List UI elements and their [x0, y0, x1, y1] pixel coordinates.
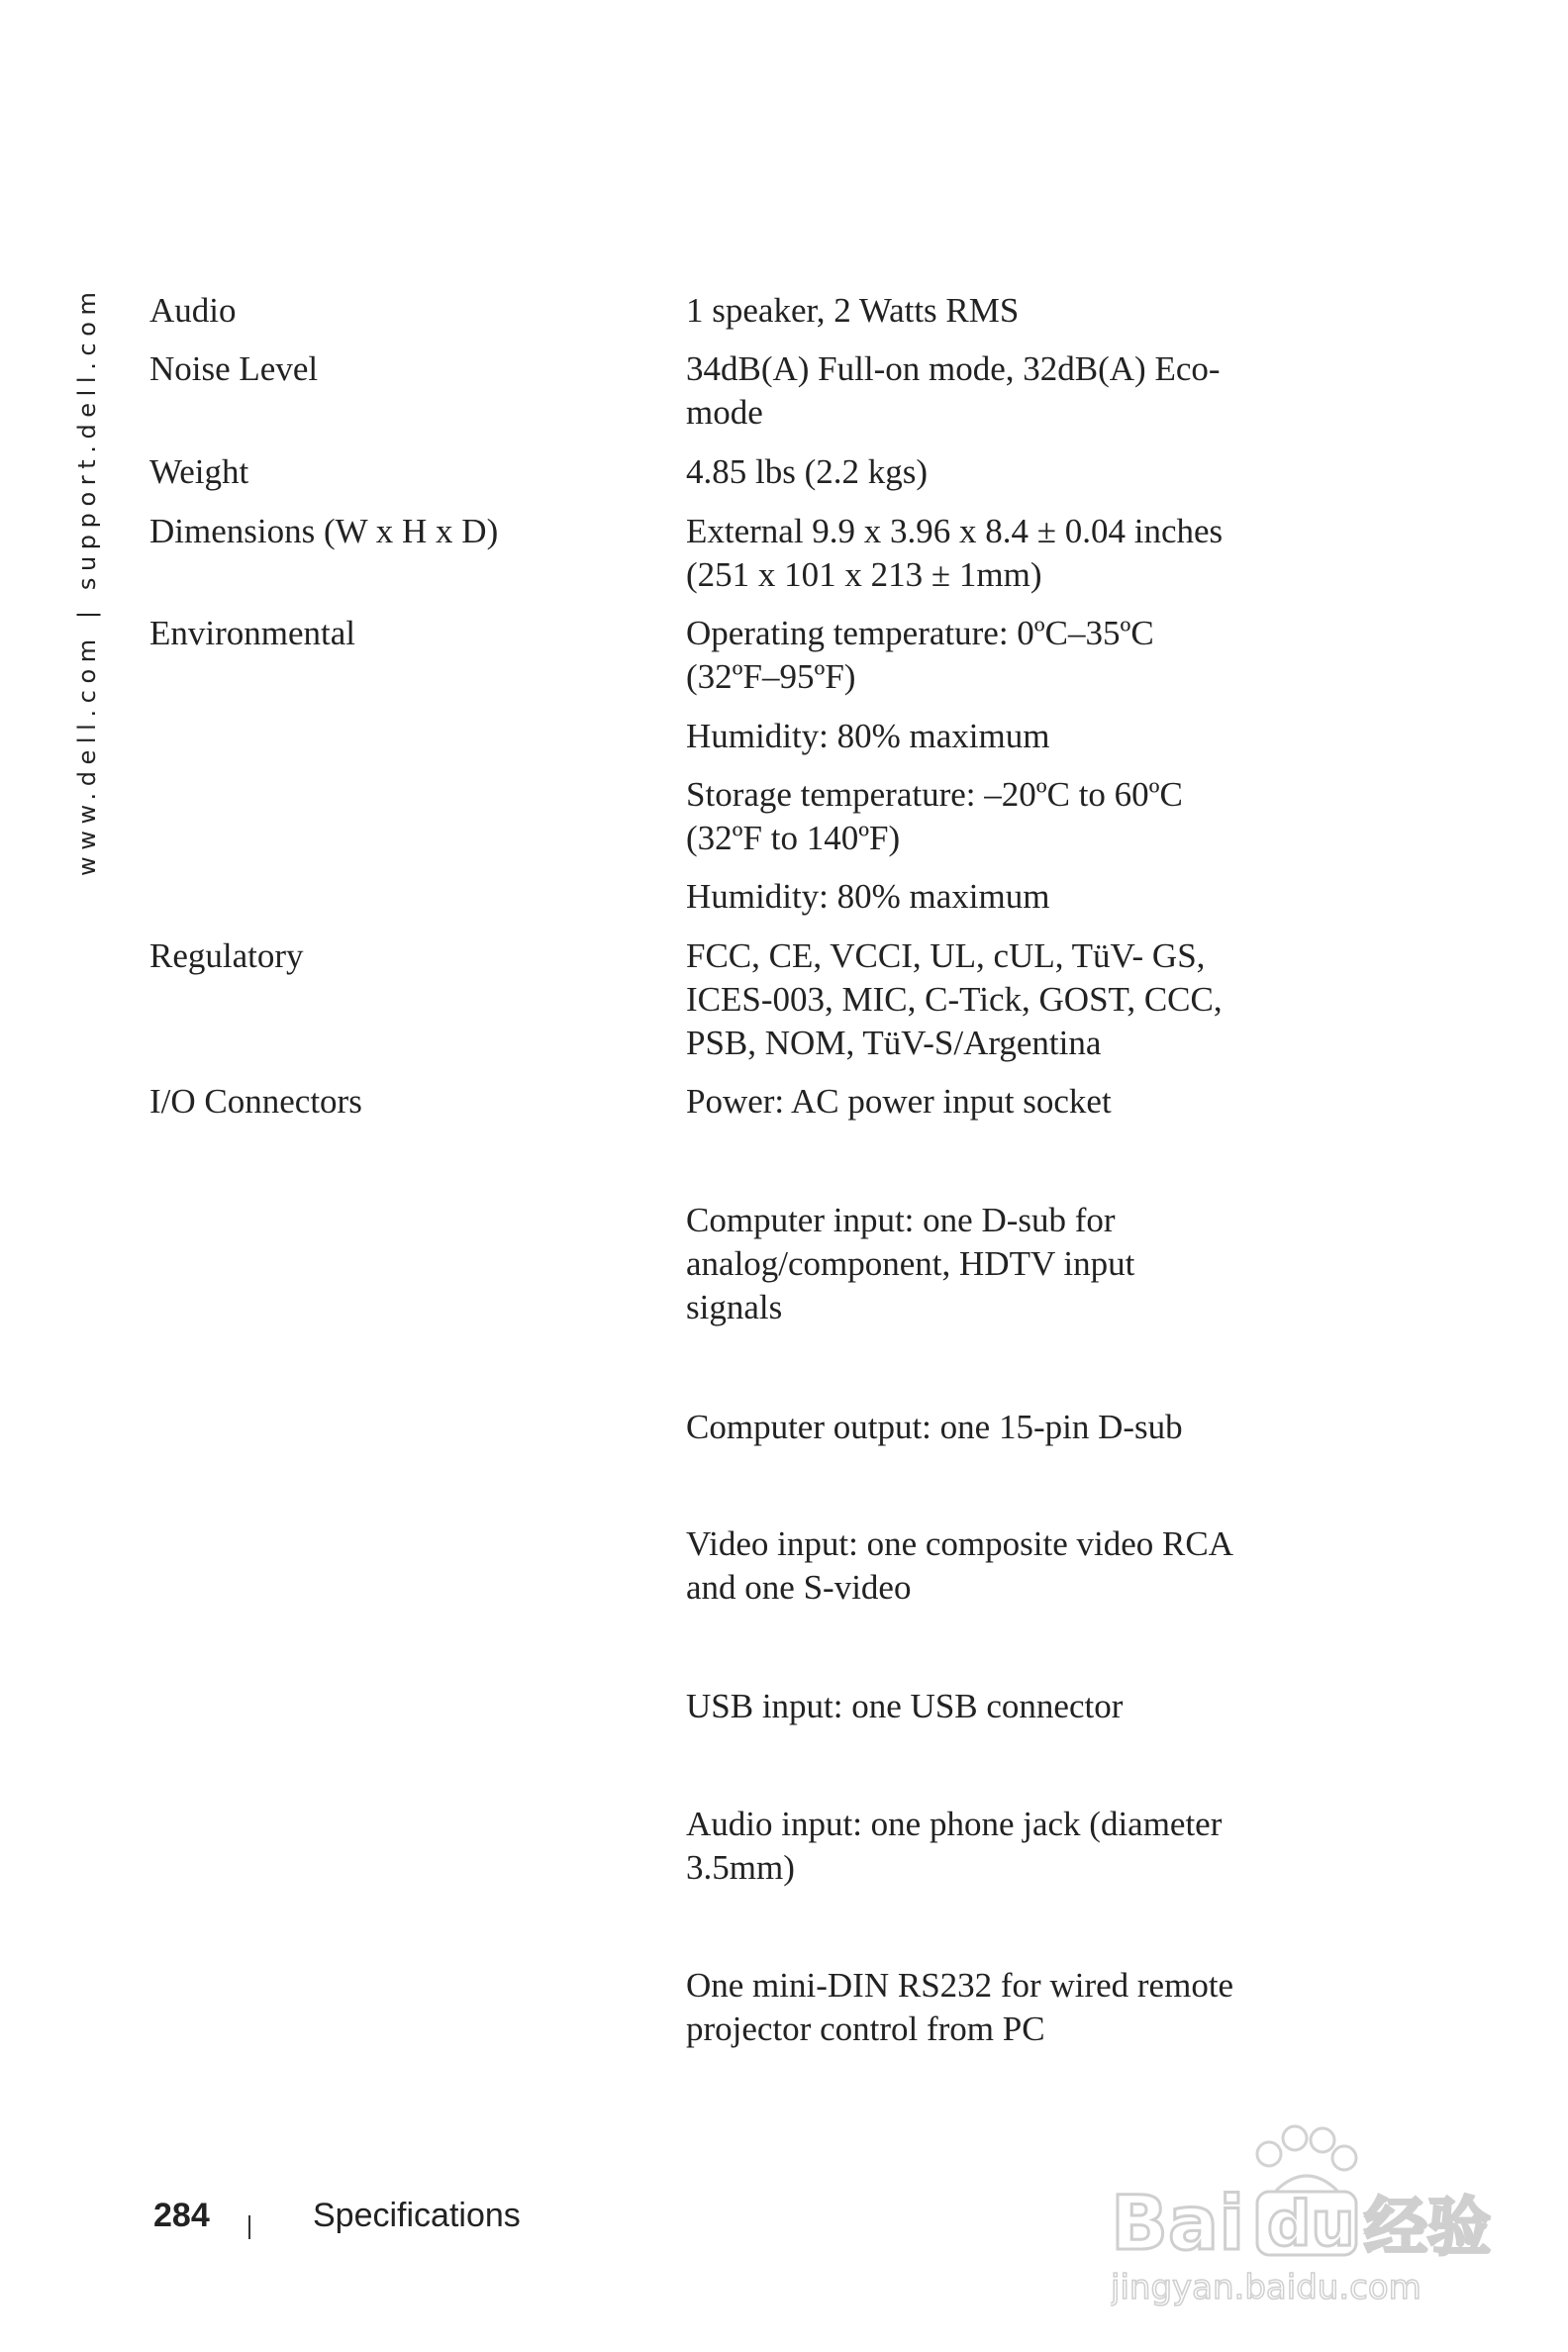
footer-divider: [248, 2215, 250, 2239]
spec-value-line: Computer output: one 15-pin D-sub: [686, 1408, 1183, 1446]
spec-label: I/O Connectors: [149, 1082, 362, 1121]
spec-value-line: analog/component, HDTV input: [686, 1244, 1135, 1283]
spec-value-line: PSB, NOM, TüV-S/Argentina: [686, 1024, 1102, 1062]
spec-value: [686, 1406, 1280, 1449]
baidu-watermark-logo: [1111, 2110, 1546, 2308]
page-number: 284: [153, 2197, 210, 2234]
spec-value: [686, 875, 1280, 919]
spec-value: [686, 1803, 1280, 1890]
spec-label: Environmental: [149, 614, 356, 652]
side-url-text: www.dell.com | support.dell.com: [73, 285, 101, 876]
spec-value-line: 34dB(A) Full-on mode, 32dB(A) Eco-: [686, 349, 1221, 388]
svg-text:du: du: [1267, 2188, 1355, 2260]
spec-value-line: Operating temperature: 0ºC–35ºC: [686, 614, 1154, 652]
spec-label: Dimensions (W x H x D): [149, 512, 499, 550]
spec-value: [686, 715, 1280, 758]
spec-value-line: mode: [686, 393, 763, 432]
spec-value-line: Audio input: one phone jack (diameter: [686, 1805, 1223, 1843]
spec-value-line: Humidity: 80% maximum: [686, 877, 1050, 916]
spec-value-line: 3.5mm): [686, 1848, 795, 1887]
spec-value-line: USB input: one USB connector: [686, 1687, 1124, 1725]
spec-label: Noise Level: [149, 349, 319, 388]
spec-value-line: projector control from PC: [686, 2009, 1045, 2048]
spec-value-line: Storage temperature: –20ºC to 60ºC: [686, 775, 1183, 814]
spec-value-line: One mini-DIN RS232 for wired remote: [686, 1966, 1234, 2005]
spec-value: [686, 1964, 1280, 2051]
spec-value: [686, 1685, 1280, 1728]
spec-label: Audio: [149, 291, 237, 330]
spec-value: [686, 612, 1280, 699]
spec-value: [686, 289, 1280, 333]
spec-value-line: signals: [686, 1288, 783, 1326]
spec-value-line: (32ºF–95ºF): [686, 657, 856, 696]
spec-value-line: FCC, CE, VCCI, UL, cUL, TüV- GS,: [686, 936, 1206, 975]
section-title: Specifications: [313, 2197, 521, 2234]
spec-value: [686, 450, 1280, 494]
spec-value: [686, 1522, 1280, 1610]
spec-value: [686, 1199, 1280, 1329]
spec-label: Regulatory: [149, 936, 304, 975]
spec-value: [686, 1080, 1280, 1124]
svg-text:jingyan.baidu.com: jingyan.baidu.com: [1111, 2268, 1421, 2307]
spec-value-line: ICES-003, MIC, C-Tick, GOST, CCC,: [686, 980, 1223, 1019]
spec-value-line: (32ºF to 140ºF): [686, 819, 901, 857]
spec-label: Weight: [149, 452, 249, 491]
svg-text:经验: 经验: [1364, 2192, 1491, 2265]
spec-value: [686, 934, 1280, 1065]
spec-value-line: (251 x 101 x 213 ± 1mm): [686, 555, 1042, 594]
spec-value-line: External 9.9 x 3.96 x 8.4 ± 0.04 inches: [686, 512, 1224, 550]
spec-value: [686, 773, 1280, 860]
spec-value-line: 4.85 lbs (2.2 kgs): [686, 452, 929, 491]
spec-value-line: Humidity: 80% maximum: [686, 717, 1050, 755]
spec-value-line: 1 speaker, 2 Watts RMS: [686, 291, 1020, 330]
spec-value: [686, 510, 1280, 597]
spec-value-line: Power: AC power input socket: [686, 1082, 1112, 1121]
spec-value-line: Computer input: one D-sub for: [686, 1201, 1116, 1239]
spec-value-line: and one S-video: [686, 1568, 912, 1607]
svg-text:Bai: Bai: [1111, 2179, 1245, 2267]
spec-value-line: Video input: one composite video RCA: [686, 1524, 1233, 1563]
spec-value: [686, 347, 1280, 435]
